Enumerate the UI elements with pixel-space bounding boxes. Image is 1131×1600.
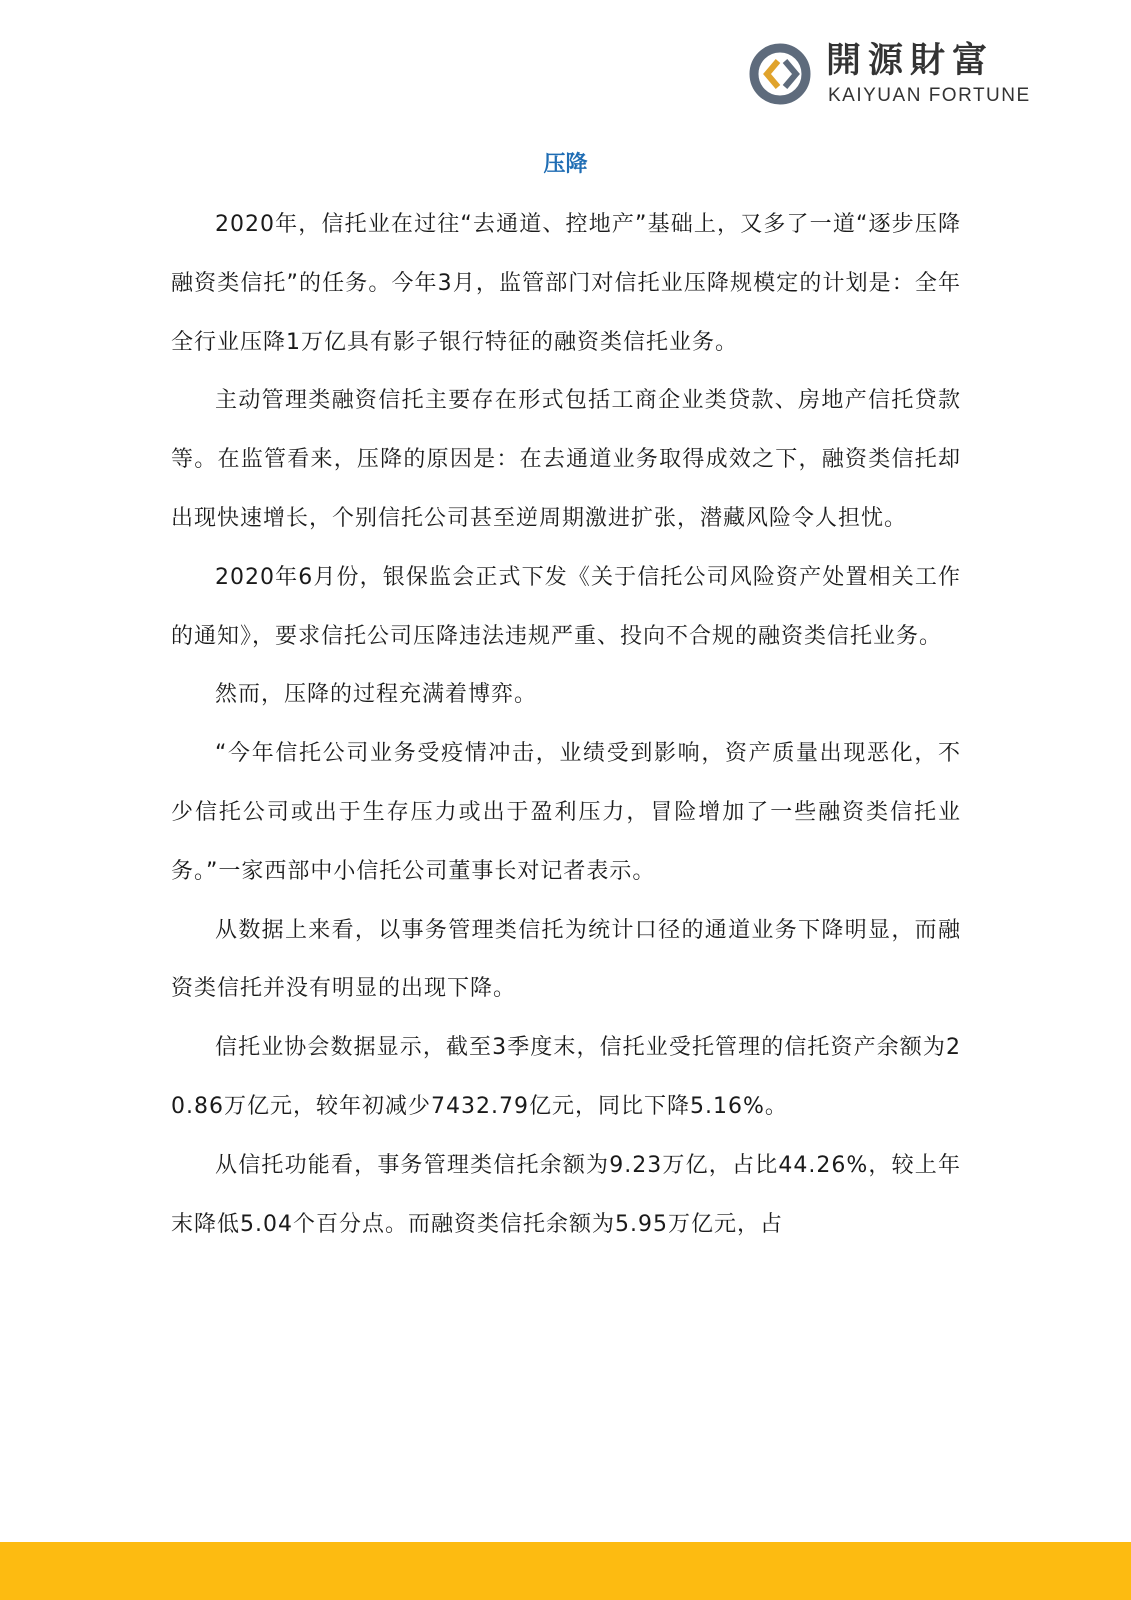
paragraph-8: 从信托功能看，事务管理类信托余额为9.23万亿，占比44.26%，较上年末降低5.04个百分点。而融资类信托余额为5.95万亿元，占 xyxy=(171,1152,961,1237)
paragraph-5: “今年信托公司业务受疫情冲击，业绩受到影响，资产质量出现恶化，不少信托公司或出于生存压力或出于盈利压力，冒险增加了一些融资类信托业务。”一家西部中小信托公司董事长对记者表示。 xyxy=(171,741,961,884)
paragraph-1: 2020年，信托业在过往“去通道、控地产”基础上，又多了一道“逐步压降融资类信托”的任务。今年3月，监管部门对信托业压降规模定的计划是：全年全行业压降1万亿具有影子银行特征的融资类信托业务。 xyxy=(171,212,961,355)
company-logo xyxy=(748,40,1048,110)
paragraph-2: 主动管理类融资信托主要存在形式包括工商企业类贷款、房地产信托贷款等。在监管看来，压降的原因是：在去通道业务取得成效之下，融资类信托却出现快速增长，个别信托公司甚至逆周期激进扩张，潜藏风险令人担忧。 xyxy=(171,388,961,531)
paragraph-4: 然而，压降的过程充满着博弈。 xyxy=(215,682,538,708)
kaiyuan-logo-icon xyxy=(748,42,812,106)
paragraph-6: 从数据上来看，以事务管理类信托为统计口径的通道业务下降明显，而融资类信托并没有明显的出现下降。 xyxy=(171,917,961,1002)
logo-english-name: KAIYUAN FORTUNE xyxy=(828,85,1031,106)
section-title: 压降 xyxy=(543,152,588,177)
article-body xyxy=(171,196,961,1254)
paragraph-7: 信托业协会数据显示，截至3季度末，信托业受托管理的信托资产余额为20.86万亿元，较年初减少7432.79亿元，同比下降5.16%。 xyxy=(171,1035,961,1119)
footer-bar xyxy=(0,1542,1131,1600)
paragraph-3: 2020年6月份，银保监会正式下发《关于信托公司风险资产处置相关工作的通知》，要求信托公司压降违法违规严重、投向不合规的融资类信托业务。 xyxy=(171,564,961,649)
logo-chinese-name: 開源財富 xyxy=(826,41,995,81)
